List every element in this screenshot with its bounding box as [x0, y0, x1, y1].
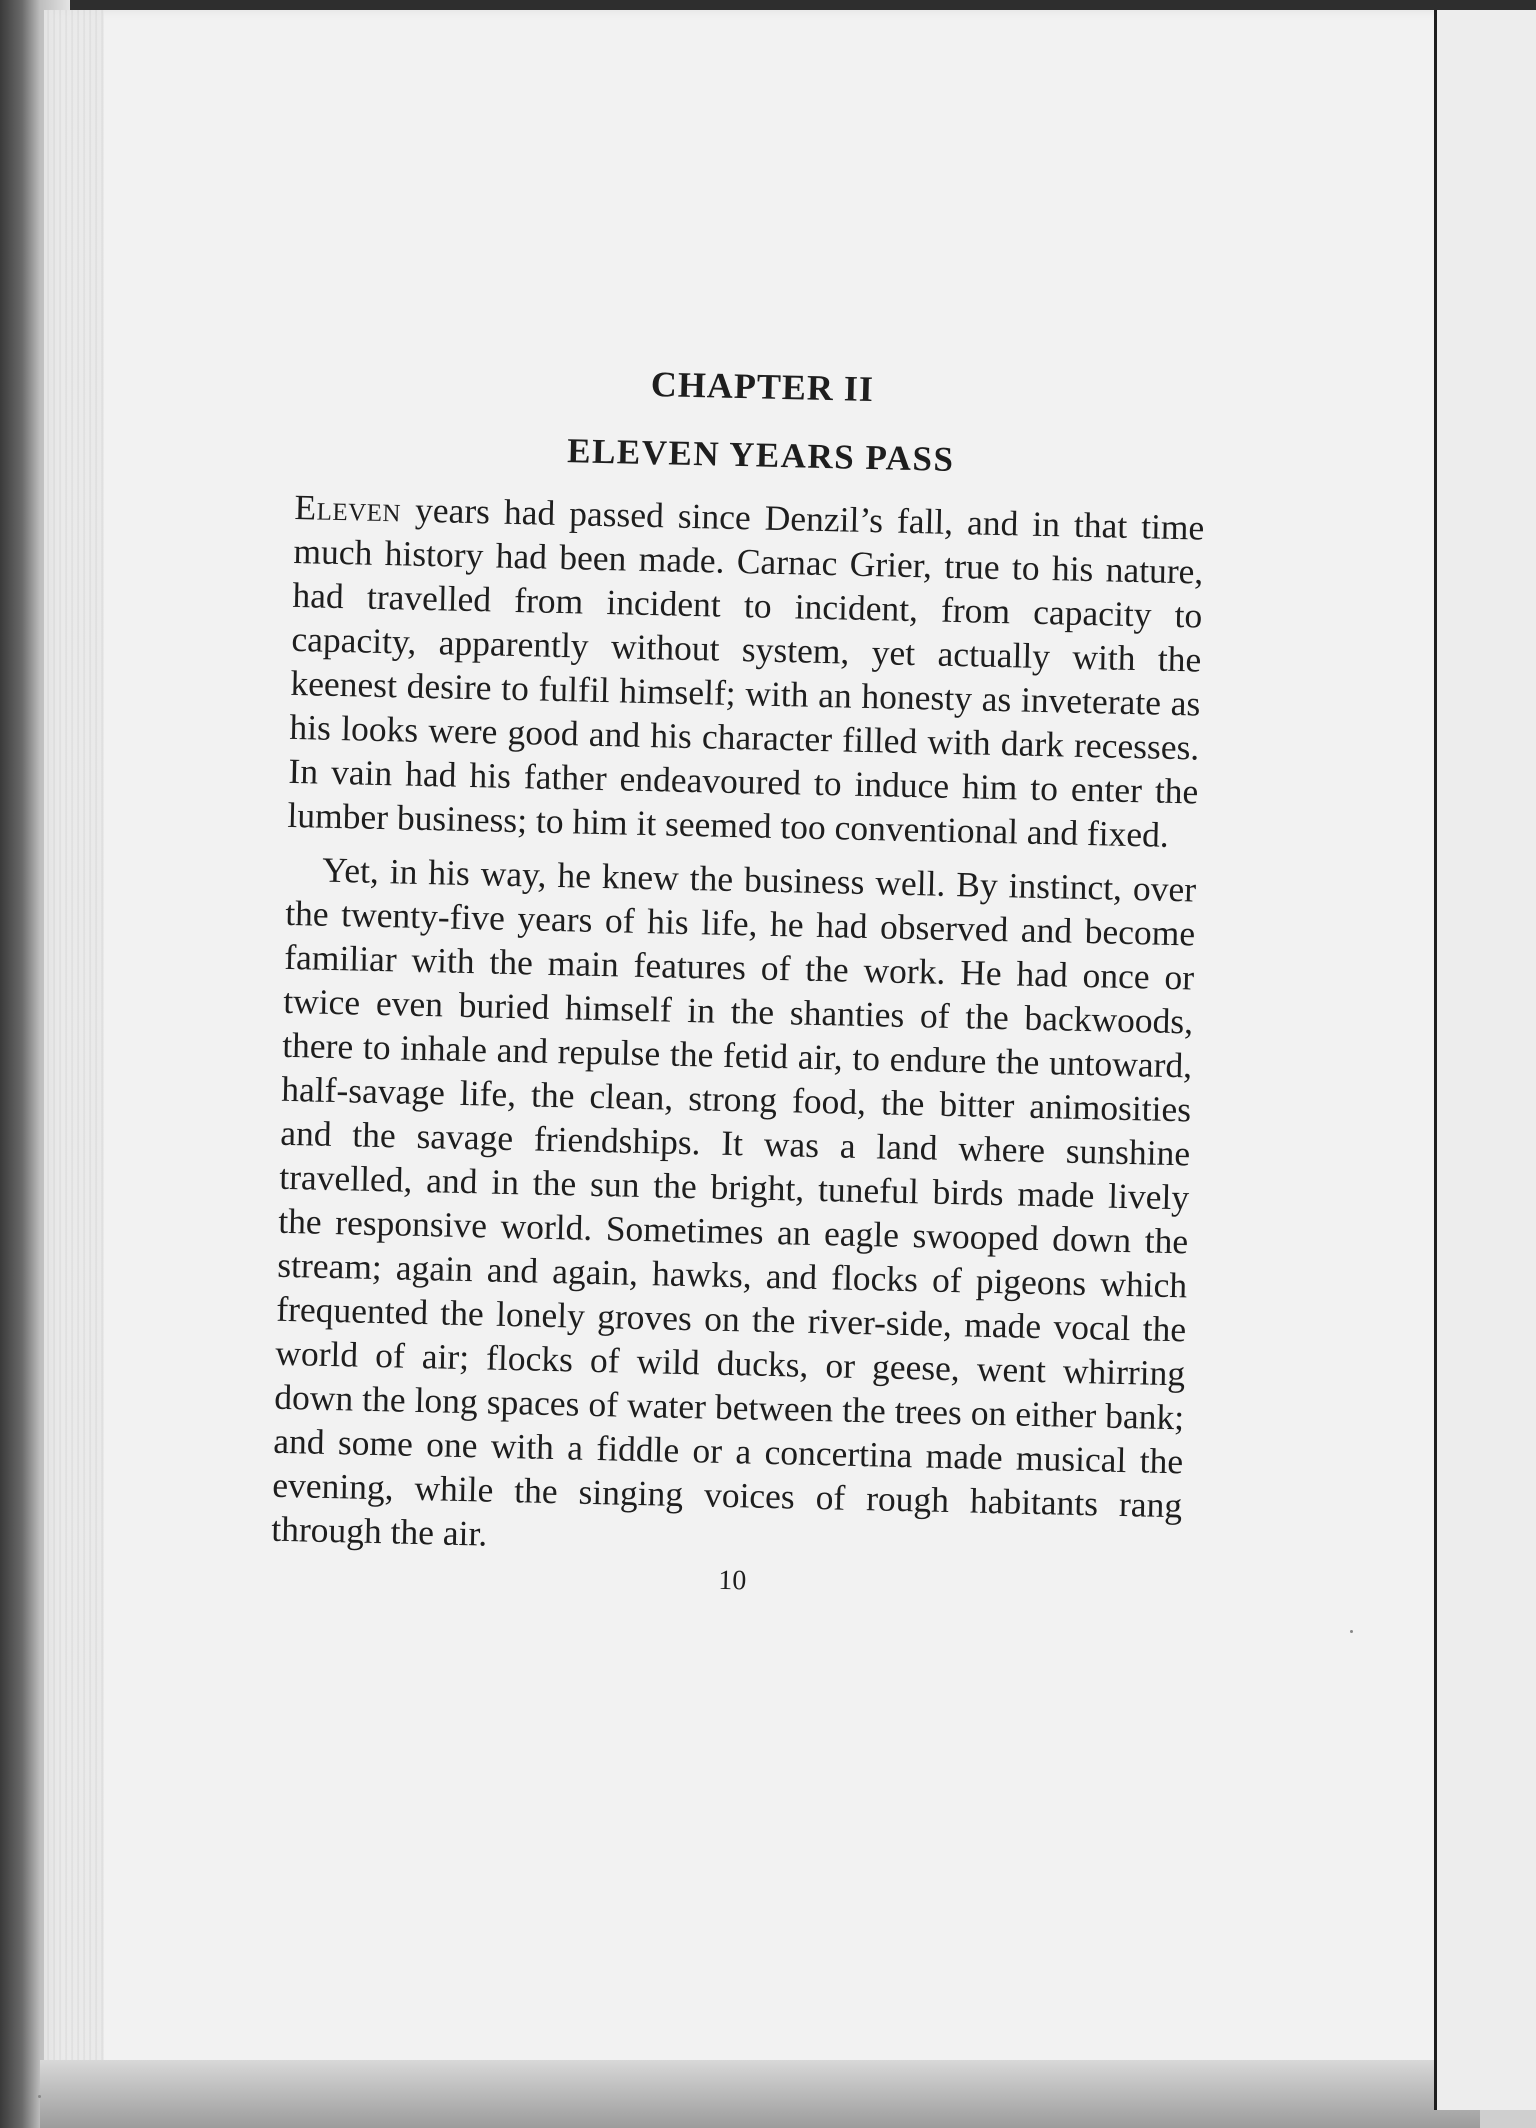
paragraph-1 — [287, 485, 1205, 858]
chapter-number: CHAPTER II — [650, 364, 875, 410]
paragraph-1-text: years had passed since Denzil’s fall, and in that time much history had been made. Carnac Grier, true to his nature, had travelled from incident to incident, from capacity to capacity, apparently without system, yet actually with the keenest desire to fulfil himself; with an honesty as inveterate as his looks were good and his character filled with dark recesses. In vain had his father endeavoured to induce him to enter the lumber business; to him it seemed too conventional and fixed. — [287, 489, 1205, 855]
page-text-block — [270, 355, 1208, 1607]
scan-speck — [1350, 1630, 1353, 1633]
paragraph-2: Yet, in his way, he knew the business well. By instinct, over the twenty-five years of his life, he had observed and become familiar with the main features of the work. He had once or twice even buried himself in the shanties of the backwoods, there to inhale and repulse the fetid air, to endure the untoward, half-savage life, the clean, strong food, the bitter animosities and the savage friendships. It was a land where sunshine travelled, and in the sun the bright, tuneful birds made lively the responsive world. Sometimes an eagle swooped down the stream; again and again, hawks, and flocks of pigeons which frequented the lonely groves on the river-side, made vocal the world of air; flocks of wild ducks, or geese, went whirring down the long spaces of water between the trees on either bank; and some one with a fiddle or a concertina made musical the evening, while the singing voices of rough habitants rang through the air. — [270, 849, 1197, 1554]
scan-speck — [38, 2095, 41, 2098]
page-bottom-shadow — [40, 2060, 1480, 2128]
right-page-edge — [1434, 10, 1536, 2110]
chapter-title: ELEVEN YEARS PASS — [566, 431, 955, 479]
page-number: 10 — [717, 1564, 747, 1597]
lead-word: Eleven — [294, 486, 402, 530]
page-stack-edges — [44, 10, 104, 2070]
